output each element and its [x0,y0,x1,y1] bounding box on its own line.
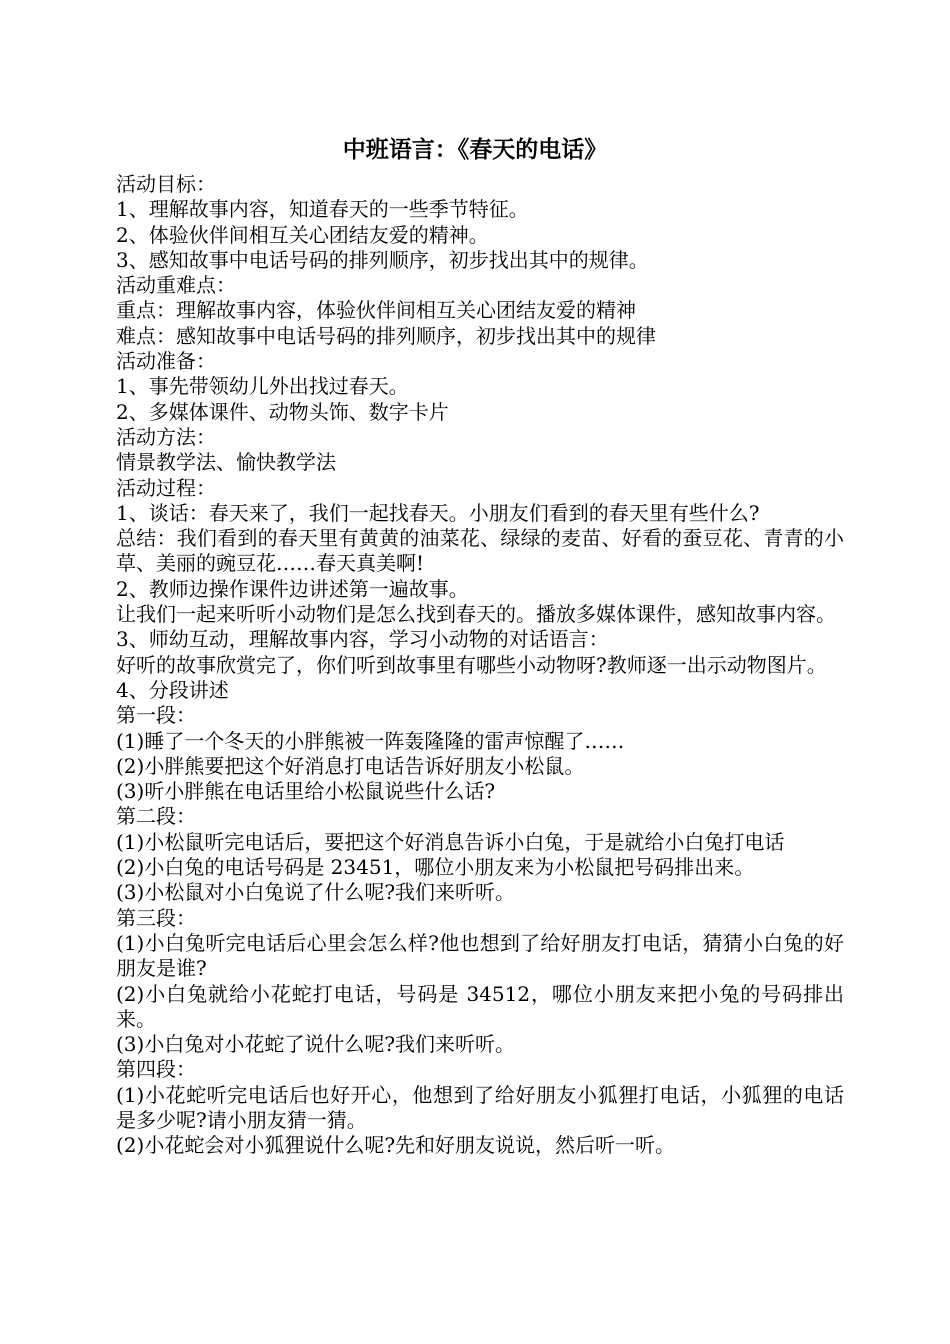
document-body [116,172,844,1159]
difficult-point: 难点：感知故事中电话号码的排列顺序，初步找出其中的规律 [116,323,656,348]
process-step-2: 2、教师边操作课件边讲述第一遍故事。 [116,576,469,601]
segment-heading-1: 第一段： [116,703,196,728]
segment-3-item-1: (1)小白兔听完电话后心里会怎么样?他也想到了给好朋友打电话，猜猜小白兔的好朋友是谁? [116,930,844,981]
segment-heading-2: 第二段： [116,804,196,829]
process-summary: 总结：我们看到的春天里有黄黄的油菜花、绿绿的麦苗、好看的蚕豆花、青青的小草、美丽的豌豆花……春天真美啊! [116,526,844,576]
process-step-3: 3、师幼互动，理解故事内容，学习小动物的对话语言： [116,627,609,652]
section-heading-key-points: 活动重难点： [116,273,236,298]
section-heading-process: 活动过程： [116,475,216,500]
goal-item-1: 1、理解故事内容，知道春天的一些季节特征。 [116,197,529,222]
segment-2-item-3: (3)小松鼠对小白兔说了什么呢?我们来听听。 [116,880,516,905]
segment-1-item-1: (1)睡了一个冬天的小胖熊被一阵轰隆隆的雷声惊醒了…… [116,728,625,753]
segment-3-item-3: (3)小白兔对小花蛇了说什么呢?我们来听听。 [116,1032,516,1057]
section-heading-methods: 活动方法： [116,424,216,449]
segment-3-item-2: (2)小白兔就给小花蛇打电话，号码是 34512，哪位小朋友来把小兔的号码排出来。 [116,981,844,1031]
section-heading-goals: 活动目标： [116,172,216,196]
segment-1-item-3: (3)听小胖熊在电话里给小松鼠说些什么话? [116,779,496,804]
section-heading-preparation: 活动准备： [116,349,216,374]
segment-1-item-2: (2)小胖熊要把这个好消息打电话告诉好朋友小松鼠。 [116,753,585,778]
process-step-1: 1、谈话：春天来了，我们一起找春天。小朋友们看到的春天里有些什么? [116,500,760,525]
goal-item-3: 3、感知故事中电话号码的排列顺序，初步找出其中的规律。 [116,247,649,272]
goal-item-2: 2、体验伙伴间相互关心团结友爱的精神。 [116,222,489,247]
segment-2-item-1: (1)小松鼠听完电话后，要把这个好消息告诉小白兔，于是就给小白兔打电话 [116,829,785,854]
process-step-2-detail: 让我们一起来听听小动物们是怎么找到春天的。播放多媒体课件，感知故事内容。 [116,602,836,627]
segment-2-item-2: (2)小白兔的电话号码是 23451，哪位小朋友来为小松鼠把号码排出来。 [116,855,755,880]
preparation-item-1: 1、事先带领幼儿外出找过春天。 [116,374,409,399]
process-step-3-detail: 好听的故事欣赏完了，你们听到故事里有哪些小动物呀?教师逐一出示动物图片。 [116,652,827,677]
preparation-item-2: 2、多媒体课件、动物头饰、数字卡片 [116,399,449,424]
segment-heading-3: 第三段： [116,905,196,930]
key-point: 重点：理解故事内容，体验伙伴间相互关心团结友爱的精神 [116,298,636,323]
segment-4-item-1: (1)小花蛇听完电话后也好开心，他想到了给好朋友小狐狸打电话，小狐狸的电话是多少呢?请小朋友猜一猜。 [116,1082,844,1132]
document-title: 中班语言：《春天的电话》 [342,137,608,163]
methods-text: 情景教学法、愉快教学法 [116,450,336,475]
segment-4-item-2: (2)小花蛇会对小狐狸说什么呢?先和好朋友说说，然后听一听。 [116,1133,676,1158]
segment-heading-4: 第四段： [116,1057,196,1082]
process-step-4: 4、分段讲述 [116,677,229,702]
